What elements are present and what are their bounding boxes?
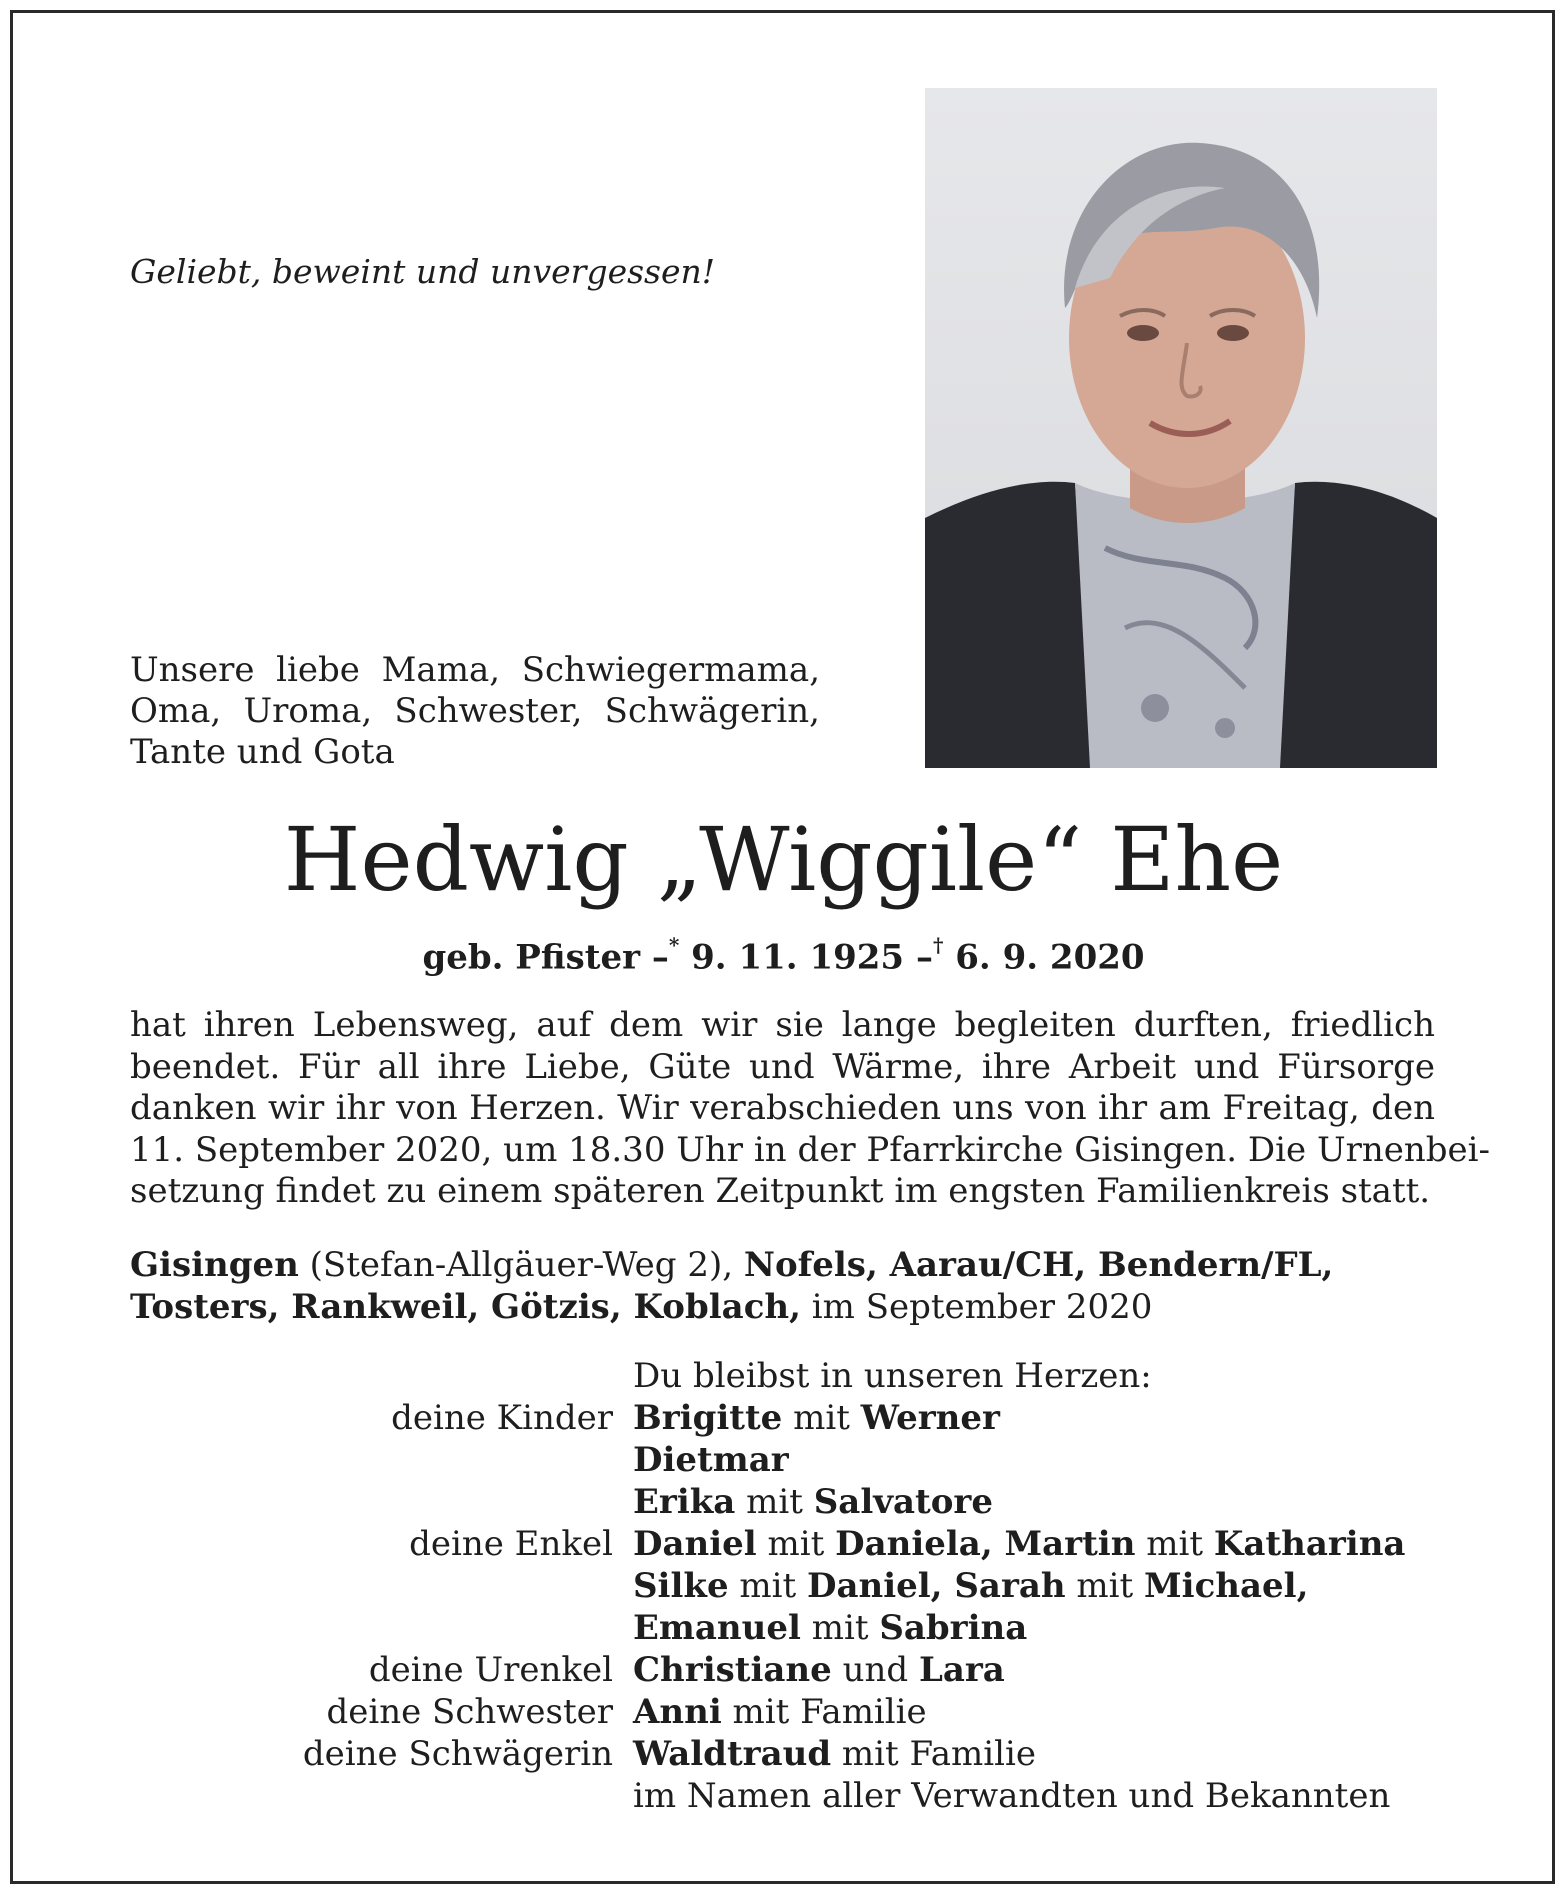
family-row	[130, 1733, 1470, 1775]
portrait-image	[925, 88, 1437, 768]
family-member-name: Katharina	[1213, 1524, 1406, 1564]
portrait-photo	[925, 88, 1437, 768]
family-heading: Du bleibst in unseren Herzen:	[633, 1356, 1152, 1396]
connector-text: mit	[735, 1482, 814, 1522]
family-row	[130, 1523, 1470, 1565]
relation-label: deine Enkel	[409, 1524, 613, 1564]
intro-text	[130, 650, 820, 773]
separator: –	[915, 937, 933, 978]
relation-label: deine Urenkel	[368, 1650, 613, 1690]
separator: –	[651, 937, 669, 978]
family-row	[130, 1397, 1470, 1439]
family-member-name: Erika	[633, 1482, 736, 1522]
family-member-name: Dietmar	[633, 1440, 789, 1480]
connector-text: mit	[756, 1524, 836, 1564]
family-names	[633, 1691, 1470, 1733]
intro-line: Unsere liebe Mama, Schwiegermama,	[130, 650, 820, 690]
intro-line: Oma, Uroma, Schwester, Schwägerin,	[130, 691, 820, 731]
family-names	[633, 1733, 1470, 1775]
connector-text: mit	[1135, 1524, 1214, 1564]
relation-label	[130, 1565, 633, 1607]
family-row	[130, 1565, 1470, 1607]
family-member-name: Lara	[918, 1650, 1005, 1690]
family-names	[633, 1439, 1470, 1481]
family-heading-row	[130, 1355, 1470, 1397]
maiden-name: geb. Pfister	[422, 937, 640, 978]
family-member-name: Daniel, Sarah	[806, 1566, 1066, 1606]
connector-text: mit Familie	[831, 1734, 1037, 1774]
relation-label	[130, 1355, 633, 1397]
family-row	[130, 1481, 1470, 1523]
family-names	[633, 1565, 1470, 1607]
relation-label: deine Kinder	[391, 1398, 613, 1438]
body-line: beendet. Für all ihre Liebe, Güte und Wärme, ihre Arbeit und Fürsorge	[130, 1046, 1435, 1087]
family-names	[633, 1607, 1470, 1649]
family-member-name: Daniela, Martin	[835, 1524, 1136, 1564]
family-row	[130, 1439, 1470, 1481]
relation-label	[130, 1607, 633, 1649]
family-member-name: Anni	[633, 1692, 722, 1732]
places-block	[130, 1245, 1435, 1328]
family-member-name: Sabrina	[879, 1608, 1028, 1648]
family-member-name: Werner	[860, 1398, 1000, 1438]
family-names	[633, 1481, 1470, 1523]
connector-text: mit	[800, 1608, 880, 1648]
family-row	[130, 1649, 1470, 1691]
relation-label	[130, 1439, 633, 1481]
family-member-name: Waldtraud	[633, 1734, 832, 1774]
connector-text: mit	[728, 1566, 807, 1606]
family-row	[130, 1691, 1470, 1733]
body-line: 11. September 2020, um 18.30 Uhr in der Pfarrkirche Gisingen. Die Urnenbei-	[130, 1129, 1491, 1170]
connector-text: mit	[782, 1398, 861, 1438]
family-member-name: Christiane	[633, 1650, 832, 1690]
family-member-name: Michael,	[1144, 1566, 1309, 1606]
death-date: 6. 9. 2020	[955, 937, 1145, 978]
family-names	[633, 1397, 1470, 1439]
places-line	[130, 1245, 1435, 1287]
family-list	[130, 1355, 1470, 1817]
address: (Stefan-Allgäuer-Weg 2),	[309, 1245, 734, 1285]
connector-text: und	[831, 1650, 919, 1690]
life-dates	[0, 933, 1567, 978]
connector-text: im Namen aller Verwandten und Bekannten	[633, 1776, 1391, 1816]
intro-line: Tante und Gota	[130, 732, 395, 772]
place-date: im September 2020	[811, 1286, 1153, 1327]
motto: Geliebt, beweint und unvergessen!	[130, 252, 716, 291]
places-bold: Nofels, Aarau/CH, Bendern/FL,	[743, 1245, 1334, 1285]
body-line: danken wir ihr von Herzen. Wir verabschieden uns von ihr am Freitag, den	[130, 1088, 1435, 1128]
relation-label	[130, 1775, 633, 1817]
family-member-name: Emanuel	[633, 1608, 801, 1648]
deceased-name: Hedwig „Wiggile“ Ehe	[283, 808, 1284, 911]
places-line	[130, 1287, 1435, 1329]
connector-text: mit Familie	[721, 1692, 927, 1732]
place-gisingen: Gisingen	[130, 1245, 299, 1285]
body-line: hat ihren Lebensweg, auf dem wir sie lange begleiten durften, friedlich	[130, 1005, 1435, 1045]
family-member-name: Brigitte	[633, 1398, 783, 1438]
relation-label	[130, 1481, 633, 1523]
family-names	[633, 1649, 1470, 1691]
birth-date: 9. 11. 1925	[691, 937, 905, 978]
family-member-name: Silke	[633, 1566, 729, 1606]
family-member-name: Salvatore	[813, 1482, 993, 1522]
family-row	[130, 1775, 1470, 1817]
family-member-name: Daniel	[633, 1524, 757, 1564]
died-symbol: †	[932, 933, 944, 957]
family-row	[130, 1607, 1470, 1649]
places-bold: Tosters, Rankweil, Götzis, Koblach,	[130, 1286, 801, 1327]
body-line: setzung findet zu einem späteren Zeitpunkt im engsten Familienkreis statt.	[130, 1171, 1431, 1211]
family-names	[633, 1523, 1470, 1565]
relation-label: deine Schwägerin	[302, 1734, 613, 1774]
connector-text: mit	[1065, 1566, 1145, 1606]
family-names	[633, 1775, 1470, 1817]
announcement-text	[130, 1005, 1491, 1213]
relation-label: deine Schwester	[326, 1692, 613, 1732]
born-symbol: *	[668, 933, 680, 957]
